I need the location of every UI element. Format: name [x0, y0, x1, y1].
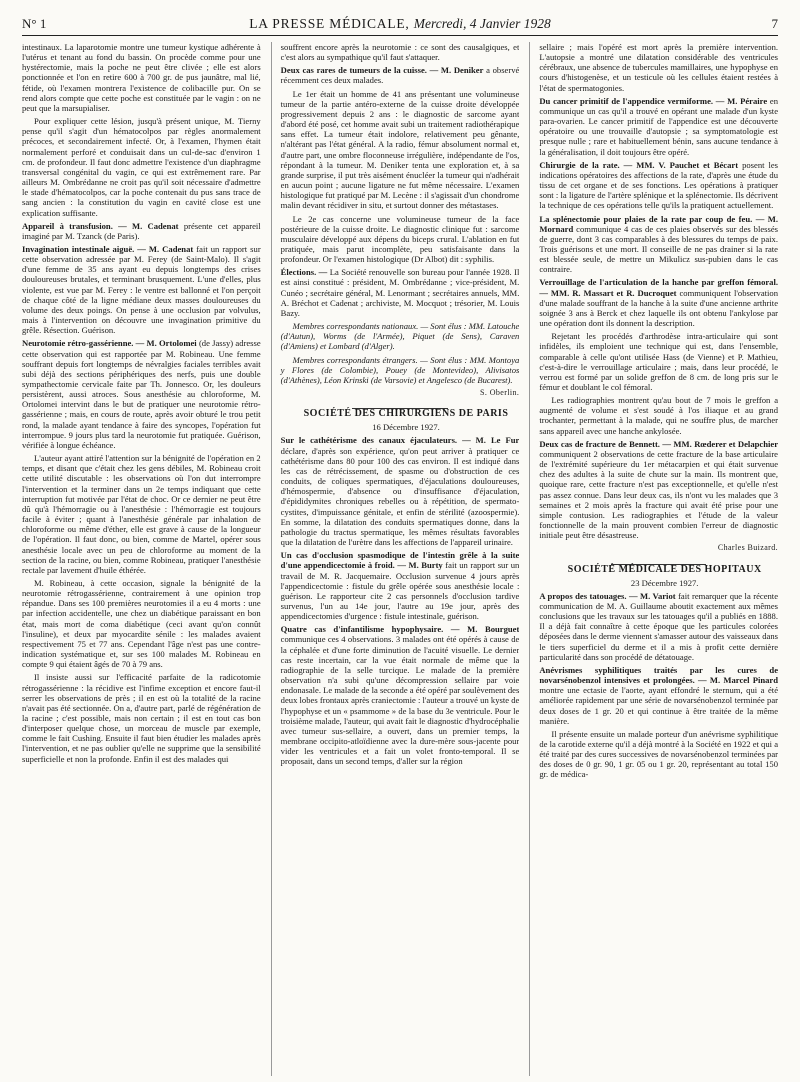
paragraph: Les radiographies montrent qu'au bout de 7 mois le greffon a augmenté de volume et s'est soudé à l'os iliaque et au grand trochanter, permettant à la malade, qui ne souffre plus, de marcher sans appareil avec une hanche ankylosée. — [539, 395, 779, 436]
article-text: montre une ectasie de l'aorte, ayant effondré le sternum, qui a été améliorée rapidement par une série de novarsénobenzol terminée par deux doses de 1 gr. 20 et qui continue à être traitée de la même manière. — [539, 685, 779, 726]
column-3 — [529, 42, 778, 1076]
paragraph: Pour expliquer cette lésion, jusqu'à présent unique, M. Tierny pense qu'il s'agit d'un hématocolpos par règles anormalement précoces, et secondairement infecté. Or, à l'examen, l'hymen était normalement perforé et conduisait dans un cul-de-sac d'environ 1 cm. de profondeur. Il faut donc admettre l'existence d'un diaphragme transversal congénital du vagin, ce qui est extrêmement rare. Par ailleurs M. Ombrédanne ne croit pas qu'il soit nécessaire d'admettre le stade d'hématocolpos, car la poche contenait du pus sans trace de sang ancien : la constitution du vagin en cavité close est une explication suffisante. — [22, 116, 261, 218]
article-entry — [281, 435, 520, 547]
article-entry — [22, 221, 261, 241]
page-number: 7 — [771, 15, 778, 31]
article-text: communiquent l'observation d'une malade souffrant de la hanche à la suite d'une ancienne arthrite soignée 3 ans à Berck et chez laquelle ils ont obtenu l'ankylose par une opération dont ils donnent la description. — [539, 287, 779, 329]
journal-name: LA PRESSE MÉDICALE, — [249, 15, 410, 31]
paragraph: L'auteur ayant attiré l'attention sur la bénignité de l'opération en 2 temps, et disant que c'était chez les gens débiles, M. Robineau croit cette utilité discutable : les observations où l'on dut interrompre l'intervention et la terminer dans un 2e temps indiquant que cette interruption fut motivée par l'état de choc. Or ce dernier ne peut être dû qu'à l'hémorragie ou à l'anesthésie : l'hémorragie est toujours facile à éviter ; quant à l'anesthésie générale par inhalation de chloroforme ou même d'éther, elle est grave à cause de la longueur de l'opération. Il faut donc, ou bien, comme de Martel, opérer sous anesthésie locale avec un peu de chloroforme au moment de la section de la racine, ou bien, comme Robineau, pratiquer l'anesthésie rectale par lavement d'huile éthérée. — [22, 453, 261, 575]
paragraph: souffrent encore après la neurotomie : ce sont des causalgiques, et c'est alors au sympathique qu'il faut s'attaquer. — [280, 42, 520, 63]
article-heading: Deux cas rares de tumeurs de la cuisse. — M. Deniker — [280, 65, 484, 76]
article-entry — [539, 439, 778, 541]
article-entry — [539, 214, 778, 275]
paragraph: Il insiste aussi sur l'efficacité parfaite de la radicotomie rétrogassérienne : la récidive est l'infime exception et encore faut-il serrer les observations de près ; il en est où la totalité de la racine n'avait pas été sectionnée. On a, d'autre part, parlé de régénération de la racine ; c'est possible, mais non certain ; il est en tout cas bon d'interposer quelque chose, un morceau de muscle par exemple, comme le fait Cushing. Ensuite il faut bien étudier les malades après l'intervention, et ne pas oublier qu'elle ne supprime que la sensibilité superficielle et non la profonde. Enfin il est des malades qui — [22, 672, 261, 764]
article-heading: Verrouillage de l'articulation de la hanche par greffon fémoral. — MM. R. Massart et R. Ducroquet — [539, 277, 779, 298]
paragraph: Membres correspondants étrangers. — Sont élus : MM. Montoya y Flores (de Colombie), Pouey (de Montevideo), Alivisatos (d'Athènes), Léon Krinski (de Varsovie) et Angelesco (de Bucarest). — [280, 354, 520, 385]
article-text: présente cet appareil imaginé par M. Tzanck (de Paris). — [22, 220, 261, 241]
paragraph: Le 1er était un homme de 41 ans présentant une volumineuse tumeur de la partie antéro-externe de la cuisse droite développée progressivement depuis 2 ans : le diagnostic de sarcome ayant d'abord été posé, cet homme avait subi un traitement radiothérapique sans effet. La tumeur était indolore, relativement peu gênante, n'altérant pas l'état général. A la radio, fémur absolument normal et, d'autre part, une ombre floconneuse irrégulière, indépendante de l'os, répondant à la tumeur. M. Deniker tenta une exploration et, à sa grande surprise, il put très aisément énucléer la tumeur qui n'adhérait en aucun point ; aucune ligature ne fut même nécessaire. L'examen histologique fut pratiqué par M. Lecène : il s'agissait d'un chondrome malin devant récidiver in situ, et surtout donner des métastases. — [280, 88, 520, 211]
journal-title — [82, 16, 718, 32]
paragraph: Rejetant les procédés d'arthrodèse intra-articulaire qui sont infidèles, ils emploient une technique qui est, dans l'ensemble, comparable à celle qu'ont utilisée Hass (de Vienne) et P. Mathieu, c'est-à-dire le verrouillage articulaire ; mais, dans leur procédé, le verrou est formé par un solide greffon de 8 cm. de long pris sur le fémur et doublant le col fémoral. — [539, 331, 779, 392]
section-date: 23 Décembre 1927. — [630, 577, 699, 588]
article-heading: Anévrismes syphilitiques traités par les cures de novarsénobenzol intensives et prolongées. — M. Marcel Pinard — [539, 664, 779, 686]
article-entry — [22, 338, 261, 450]
paragraph: Il présente ensuite un malade porteur d'un anévrisme syphilitique de la carotide externe qu'il a déjà montré à la Société en 1922 et qui a été traité par des cures successives de novarsénobenzol terminées par des doses de 0 gr. 90, 1 gr. 05 ou 1 gr. 20, représentant au total 150 gr. de médica- — [539, 728, 779, 780]
section-title: SOCIÉTÉ MÉDICALE DES HOPITAUX — [567, 563, 762, 575]
article-text: (de Jassy) adresse cette observation qui est rapportée par M. Robineau. Une femme souffrant depuis fort longtemps de névralgies faciales terribles avait subi déjà des sections périphériques des nerfs, puis une double sympathectomie cervicale faite par Th. Jonnesco. Or, les douleurs persistèrent, aussi atroces. Sous anesthésie au chloroforme, M. Ortolomei intervint dans le but de pratiquer une neurotomie rétro-gassérienne ; mais, en cours de route, après avoir obturé le trou petit rond, la malade ayant tendance à faire des syncopes, l'opération fut interrompue. 9 jours plus tard la neurotomie fut pratiquée. Guérison, vérifiée à longue échéance. — [22, 338, 261, 450]
article-text: fait un rapport sur cette observation adressée par M. Ferey (de Saint-Malo). Il s'agit d'une femme de 35 ans ayant eu depuis longtemps des crises douloureuses brutales, et terminant brusquement. L'une d'elles, plus violente, est vue par M. Ferey : le ventre est ballonné et l'on perçoit de chaque côté de la ligne médiane deux masses douloureuses du volume des deux poings. On pense à une occlusion par volvulus, mais à l'intervention on découvre une invagination primitive du grêle. Résection. Guérison. — [22, 243, 261, 336]
article-heading: Élections. — — [280, 267, 328, 278]
article-heading: Quatre cas d'infantilisme hypophysaire. — M. Bourguet — [280, 624, 520, 635]
article-text: fait remarquer que la récente communication de M. A. Guillaume aboutit exactement aux mêmes conclusions que les travaux sur les tatouages qu'il a publiés en 1888. Il a déjà fait connaître à cette époque que les particules colorées déposées dans le derme viennent s'amasser autour des vaisseaux dans le tiers superficiel du derme et il a mis à profit cette dernière particularité dans son procédé de détatouage. — [539, 590, 779, 662]
article-text: a observé récemment ces deux malades. — [280, 65, 520, 86]
article-text: posent les indications opératoires des affections de la rate, d'après une étude du tissu de cet organe et de ses fonctions. Les opérations à pratiquer sont : la ligature de l'artère splénique et la splénectomie. Ils décrivent la technique de ces opérations telle qu'ils la pratiquent actuellement. — [539, 159, 779, 211]
article-entry — [539, 591, 778, 662]
article-entry — [281, 65, 520, 85]
article-text: communiquent 2 observations de cette fracture de la base articulaire de l'extrémité supérieure du 1er métacarpien et qui était survenue chez des adultes à la suite de chute sur la main. Ils montrent que, quoique rare, cette fracture n'est pas exceptionnelle, et qu'elle n'est pas assez connue. Dans leur deux cas, ils n'ont vu les malades que 3 semaines et 2 mois après la fracture qui avait été prise pour une simple contusion. Les radiographies et l'étude de la valeur fonctionnelle de la main prouvent combien l'erreur de diagnostic initiale peut être désastreuse. — [539, 448, 779, 541]
article-heading: Sur le cathétérisme des canaux éjaculateurs. — M. Le Fur — [280, 435, 520, 446]
article-heading: A propos des tatouages. — M. Variot — [539, 590, 676, 601]
article-entry — [539, 277, 778, 328]
column-2 — [271, 42, 520, 1076]
article-entry — [539, 96, 778, 157]
section-title: SOCIÉTÉ DES CHIRURGIENS DE PARIS — [303, 408, 509, 420]
signature: Charles Buizard. — [717, 543, 779, 553]
article-heading: Un cas d'occlusion spasmodique de l'intestin grêle à la suite d'une appendicectomie à froid. — M. Burty — [280, 550, 520, 571]
paragraph: intestinaux. La laparotomie montre une tumeur kystique adhérente à l'utérus et tenant au fond du bassin. On procède comme pour une hystérectomie, mais la poche ne peut être clivée ; elle est alors ponctionnée et l'on en retire 600 à 700 gr. de pus jaunâtre, mal lié, fétide, où l'examen montrera l'existence de colibacille pur. On se rend alors compte que cette poche est constituée par le vagin : on ne peut que la marsupialiser. — [22, 42, 261, 113]
article-text: déclare, d'après son expérience, qu'on peut arriver à pratiquer ce cathétérisme dans 80 pour 100 des cas environ. Il est indiqué dans les cas de rétrécissement, de spasme ou d'obstruction de ces conduits, de coliques spermatiques, d'éjaculations douloureuses, d'hémospermie, d'absence ou d'insuffisance d'éjaculation, d'épididymites chroniques rebelles ou à répétition, de spermato-cystites, d'impuissance génitale, et enfin de stérilité (azoospermie). En somme, la dilatation des conduits spermatiques donne, dans la pathologie du tractus spermatique, les mêmes résultats favorables que la dilatation de l'urètre dans les affections de l'appareil urinaire. — [280, 445, 520, 548]
article-entry — [281, 267, 520, 318]
paragraph: Le 2e cas concerne une volumineuse tumeur de la face postérieure de la cuisse droite. Le diagnostic clinique fut : sarcome musculaire développé aux dépens du biceps crural. L'ablation en fut pratiquée, mais parut incomplète, peu satisfaisante dans la profondeur. Or l'examen histologique (Dr Albot) dit : syphilis. — [280, 213, 520, 265]
article-entry — [539, 665, 778, 726]
article-heading: Du cancer primitif de l'appendice vermiforme. — M. Péraire — [539, 95, 768, 106]
article-entry — [539, 160, 778, 211]
article-text: La Société renouvelle son bureau pour l'année 1928. Il est ainsi constitué : président, M. Ombrédanne ; vice-président, M. Cunéo ; secrétaire général, M. Lenormant ; secrétaires annuels, MM. A. Bréchot et Cadenat ; archiviste, M. Mocquot ; trésorier, M. Louis Bazy. — [280, 267, 520, 318]
article-text: fait un rapport sur un travail de M. R. Jacquemaire. Occlusion survenue 4 jours après l'appendicectomie : fistule du grêle opérée sous anesthésie locale : guérison. Le rapporteur cite 2 cas personnels d'occlusion tardive survenus, l'un au 14e jour, l'autre au 19e jour, après des appendicectomies d'urgence : fistule intestinale, guérison. — [280, 560, 520, 622]
section-date: 16 Décembre 1927. — [372, 422, 440, 433]
article-text: communique 4 cas de ces plaies observés sur des blessés de guerre, dont 3 cas comparables à des blessures du temps de paix. Trois guérisons et une mort. Il conseille de ne pas drainer si la rate est blessée seule, de mettre un Mikulicz sus-pubien dans le cas contraire. — [539, 223, 779, 275]
column-1 — [22, 42, 261, 1076]
issue-date: Mercredi, 4 Janvier 1928 — [413, 15, 551, 31]
article-heading: Appareil à transfusion. — M. Cadenat — [22, 220, 179, 231]
article-text: communique ces 4 observations. 3 malades ont été opérés à cause de la céphalée et d'une forte diminution de l'acuité visuelle. Le dernier cas reste incertain, car la vue était normale de même que la radiographie de la selle turcique. Le malade de la première observation n'a subi qu'une décompression sellaire par voie endonasale. Le malade de la seconde a été opéré par soulèvement des deux lobes frontaux après craniectomie : l'auteur a trouvé un kyste de l'hypophyse et un « psammome » de la base du 3e ventricule. Pour le troisième malade, l'auteur, qui avait fait le diagnostic d'hydrocéphalie avec tumeur sus-sellaire, a ouvert, dans un premier temps, la membrane occipito-atloïdienne avec la dure-mère sous-jacente pour vider les ventricules et a fait un volet fronto-temporal. Il se proposait, dans un second temps, d'aller sur la région — [280, 634, 520, 767]
page-header — [22, 12, 778, 36]
article-entry — [22, 244, 261, 335]
article-columns — [22, 42, 778, 1076]
paragraph: sellaire ; mais l'opéré est mort après la première intervention. L'autopsie a montré une dilatation considérable des ventricules cérébraux, une absence de tubercules mamillaires, une hypophyse en cours d'histogenèse, et un testicule où les cellules étaient restées à l'état de spermatogonies. — [539, 42, 779, 93]
paragraph: M. Robineau, à cette occasion, signale la bénignité de la neurotomie rétrogassérienne, contrairement à une opinion trop répandue. Dans ses 100 premières neurotomies il a eu 4 morts : une par infection accidentelle, une chez un diabétique paraissant en bon état, mais mort de coma diabétique (ceci avant qu'on connût l'insuline), et deux par myocardite sénile : les malades avaient respectivement 75 et 77 ans. Cependant l'âge n'est pas une contre-indication systématique et, sur ses 100 malades M. Robineau en compte 9 qui étaient âgés de 70 à 79 ans. — [22, 577, 261, 670]
paragraph: Membres correspondants nationaux. — Sont élus : MM. Latouche (d'Autun), Worms (de l'Armée), Piquet (de Sens), Caraven (d'Amiens) et Lombard (d'Alger). — [280, 321, 520, 352]
article-entry — [281, 624, 520, 766]
article-heading: La splénectomie pour plaies de la rate par coup de feu. — M. Mornard — [539, 213, 779, 234]
article-heading: Invagination intestinale aiguë. — M. Cadenat — [22, 243, 194, 254]
article-heading: Chirurgie de la rate. — MM. V. Pauchet et Bécart — [539, 159, 739, 170]
article-text: en communique un cas qu'il a trouvé en opérant une malade d'un kyste para-ovarien. Le cancer primitif de l'appendice est une découverte opératoire ou une trouvaille d'autopsie ; sa symptomatologie est presque nulle ; rare et habituellement bénin, sans aucune tendance à la généralisation, il doit toujours être opéré. — [539, 95, 779, 157]
article-entry — [281, 550, 520, 621]
article-heading: Neurotomie rétro-gassérienne. — M. Ortolomei — [22, 338, 197, 349]
article-heading: Deux cas de fracture de Bennett. — MM. Rœderer et Delapchier — [539, 438, 779, 449]
issue-number: N° 1 — [22, 15, 47, 31]
signature: S. Oberlin. — [480, 388, 520, 397]
